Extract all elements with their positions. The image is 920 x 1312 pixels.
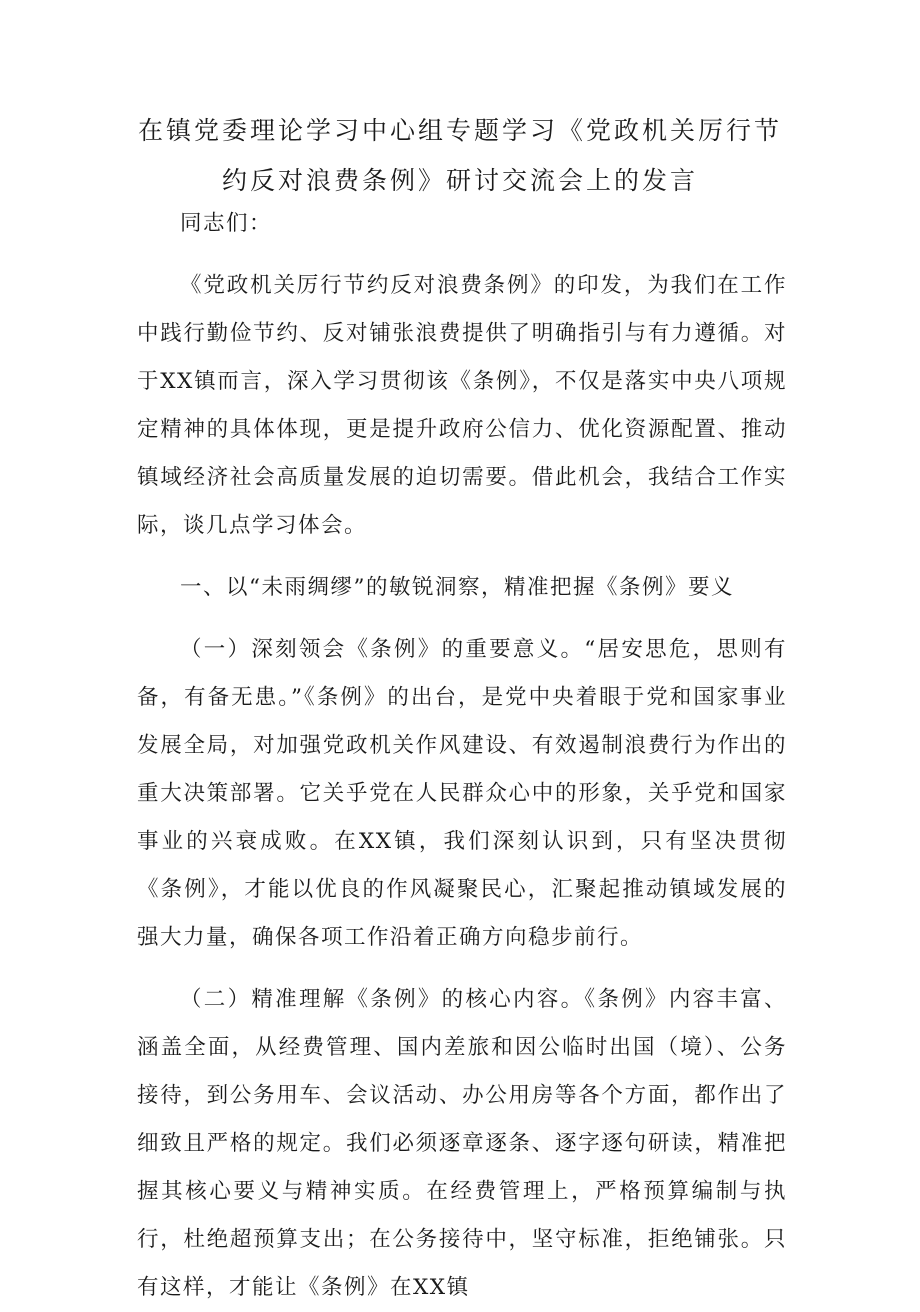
greeting: 同志们： bbox=[180, 211, 273, 236]
paragraph-subsection-1: （一）深刻领会《条例》的重要意义。“居安思危，思则有备，有备无患。”《条例》的出台，是党中央着眼于党和国家事业发展全局，对加强党政机关作风建设、有效遏制浪费行为作出的重大决策部署。它关乎党在人民群众心中的形象，关乎党和国家事业的兴衰成败。在XX镇，我们深刻认识到，只有坚决贯彻《条例》，才能以优良的作风凝聚民心，汇聚起推动镇域发展的强大力量，确保各项工作沿着正确方向稳步前行。 bbox=[137, 637, 787, 950]
document-body bbox=[137, 200, 787, 1312]
document-title: 在镇党委理论学习中心组专题学习《党政机关厉行节约反对浪费条例》研讨交流会上的发言 bbox=[137, 116, 782, 195]
section-heading-1: 一、以“未雨绸缪”的敏锐洞察，精准把握《条例》要义 bbox=[180, 575, 734, 600]
paragraph-intro: 《党政机关厉行节约反对浪费条例》的印发，为我们在工作中践行勤俭节约、反对铺张浪费提供了明确指引与有力遵循。对于XX镇而言，深入学习贯彻该《条例》，不仅是落实中央八项规定精神的具体体现，更是提升政府公信力、优化资源配置、推动镇域经济社会高质量发展的迫切需要。借此机会，我结合工作实际，谈几点学习体会。 bbox=[137, 273, 787, 538]
paragraph-subsection-2: （二）精准理解《条例》的核心内容。《条例》内容丰富、涵盖全面，从经费管理、国内差旅和因公临时出国（境）、公务接待，到公务用车、会议活动、办公用房等各个方面，都作出了细致且严格的规定。我们必须逐章逐条、逐字逐句研读，精准把握其核心要义与精神实质。在经费管理上，严格预算编制与执行，杜绝超预算支出；在公务接待中，坚守标准，拒绝铺张。只有这样，才能让《条例》在XX镇 bbox=[137, 987, 787, 1300]
